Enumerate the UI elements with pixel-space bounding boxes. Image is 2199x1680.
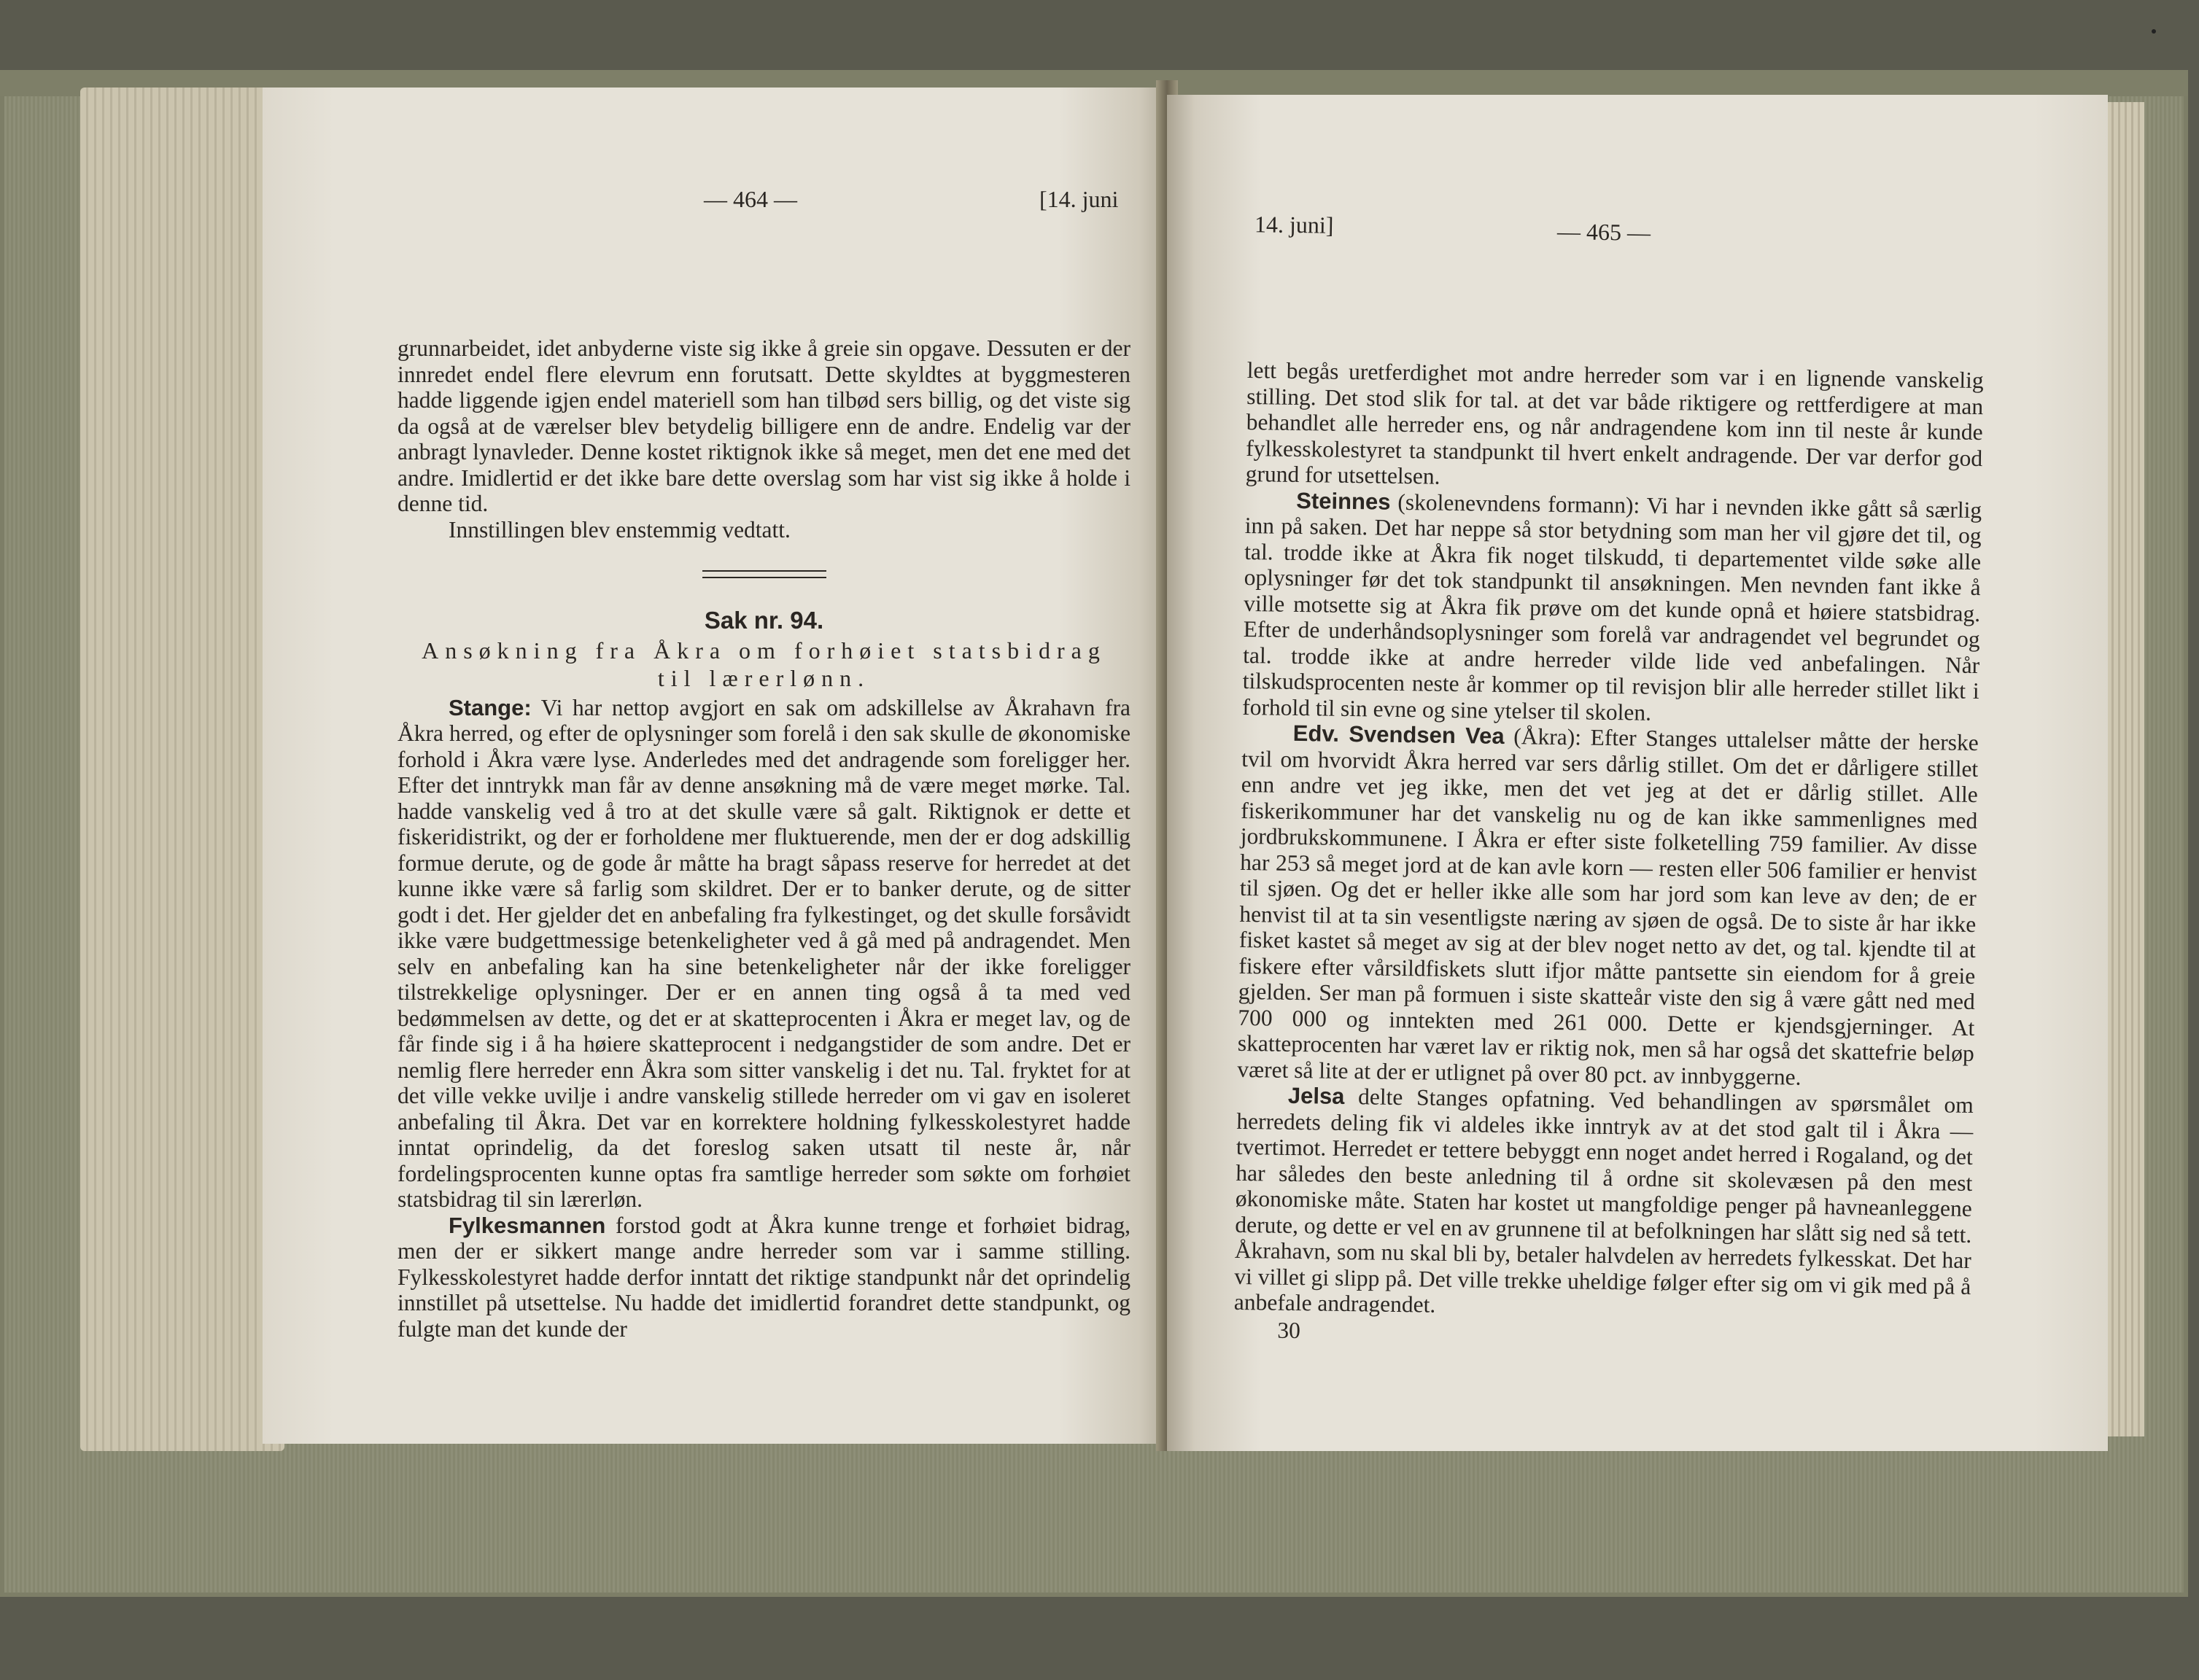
right-page-text: [1233, 357, 1984, 1353]
left-page: [263, 88, 1167, 1444]
left-page-text: [397, 335, 1130, 1342]
right-page: [1167, 95, 2108, 1451]
paragraph: grunnarbeidet, idet anbyderne viste sig ikke å greie sin opgave. Dessuten er der innredet endel flere elevrum enn forutsatt. Dette skyldtes at byggmesteren hadde liggende igjen endel materiell som han tilbød sers billig, og det viste sig da også at de værelser blev betydelig billigere enn de andre. Endelig var der anbragt lynavleder. Denne kostet riktignok ikke så meget, men det ene med det andre. Imidlertid er det ikke bare dette overslag som har vist sig ikke å holde i denne tid.: [397, 335, 1130, 516]
paragraph: Innstillingen blev enstemmig vedtatt.: [449, 516, 791, 542]
right-page-number: — 465 —: [1556, 218, 1651, 246]
left-page-date: [14. juni: [1039, 186, 1119, 212]
speech-steinnes: [1242, 486, 1982, 730]
speaker-name: Steinnes: [1296, 487, 1391, 515]
right-page-date: 14. juni]: [1254, 211, 1334, 238]
page-edges-left: [80, 88, 284, 1451]
speaker-name: Jelsa: [1287, 1082, 1345, 1109]
sak-title: Sak nr. 94.: [704, 607, 824, 634]
section-divider: [702, 570, 826, 578]
sak-subtitle-line-1: Ansøkning fra Åkra om forhøiet statsbidrag: [422, 637, 1106, 664]
speaker-name: Edv. Svendsen Vea: [1292, 720, 1505, 749]
scan-speck: [2152, 29, 2156, 34]
paragraph: lett begås uretferdighet mot andre herreder som var i en lignende vanskelig stilling. Det stod slik for tal. at det var både riktigere og rettferdigere at man behandlet alle herreder ens, og når andragendene kom inn til neste år kunde fylkesskolestyret ta standpunkt til hvert enkelt andragende. Der var derfor god grund for utsettelsen.: [1245, 357, 1984, 489]
speech-text: (skolenevndens formann): Vi har i nevnden ikke gått så særlig inn på saken. Det har neppe så stor betydning som man her vil gjøre det til, og tal. trodde ikke at Åkra fik noget tilskudd, ti departementet vilde søke alle oplysninger før det tok standpunkt til ansøkningen. Men nevnden fant ikke å ville motsette sig at Åkra fik prøve om det kunde opnå et høiere statsbidrag. Efter de underhåndsoplysninger som forelå var andragendet vel begrundet og tal. trodde ikke at andre herreder vilde lide ved anbefalingen. Når tilskudsprocenten neste år kommer op til revisjon blir alle herreder stillet likt i forhold til sin evne og sine ytelser til skolen.: [1242, 489, 1982, 726]
speaker-name: Stange:: [449, 694, 532, 720]
speech-jelsa: [1234, 1082, 1974, 1326]
signature-mark: 30: [1277, 1317, 1301, 1343]
left-page-number: — 464 —: [704, 186, 797, 212]
speech-text: delte Stanges opfatning. Ved behandlingen av spørsmålet om herredets deling fik vi aldeles ikke inntryk av at det stod galt til i Åkra — tvertimot. Herredet er tettere bebyggt enn noget andet herred i Rogaland, og det har således den beste anledning til å ordne sit skolevæsen på den mest økonomiske måte. Staten har kostet ut mangfoldige penger på havneanleggene derute, og dette er vel en av grunnene til at befolkningen har slått sig ned så tett. Åkrahavn, som nu skal bli by, betaler halvdelen av herredets fylkesskat. Det har vi villet gi slipp på. Det ville trekke uheldige følger efter sig om vi gik med på å anbefale andragendet.: [1233, 1083, 1974, 1318]
speech-text: Vi har nettop avgjort en sak om adskillelse av Åkrahavn fra Åkra herred, og efter de oplysninger som forelå i den sak skulle de økonomiske forhold i Åkra være lyse. Anderledes med det andragende som foreligger her. Efter det inntrykk man får av denne ansøkning må de være meget mørke. Tal. hadde vanskelig ved å tro at det skulle være så galt. Riktignok er dette et fiskeridistrikt, og der er forholdene mer fluktuerende, men der er dog adskillig formue derute, og de gode år måtte ha bragt såpass reserve for herredet at det kunne ikke være så farlig som skildret. Der er to banker derute, og de sitter godt i det. Her gjelder det en anbefaling fra fylkestinget, og det skulle forsåvidt ikke være budgettmessige betenkeligheter ved å gå med på andragendet. Men selv en anbefaling kan ha sine betenkeligheter når der ikke foreligger tilstrekkelige oplysninger. Der er en annen ting også å ta med ved bedømmelsen av dette, og det er at skatteprocenten i Åkra er meget lav, og de får finde sig i å ha høiere skatteprocent i nedgangstider de som andre. Det er nemlig flere herreder enn Åkra som sitter vanskelig i det nu. Tal. fryktet for at det ville vekke uvilje i andre vanskelig stillede herreder om vi gav en isoleret anbefaling til Åkra. Det var en korrektere holdning fylkesskolestyret hadde inntat oprindelig, da det foreslog saken utsatt til neste år, når fordelingsprocenten kunne optas fra samtlige herreder som søkte om forhøiet statsbidrag til sin lærerløn.: [397, 694, 1130, 1212]
speaker-name: Fylkesmannen: [449, 1212, 606, 1238]
sak-subtitle-line-2: til lærerlønn.: [657, 664, 871, 691]
speech-fylkesmannen: [397, 1213, 1130, 1342]
speech-text: forstod godt at Åkra kunne trenge et forhøiet bidrag, men der er sikkert mange andre herreder som var i samme stilling. Fylkesskolestyret hadde derfor inntatt det riktige standpunkt når det oprindelig innstillet på utsettelse. Nu hadde det imidlertid forandret dette standpunkt, og fulgte man det kunde der: [397, 1212, 1130, 1342]
speech-text: (Åkra): Efter Stanges uttalelser måtte der herske tvil om hvorvidt Åkra herred var sers dårlig stillet. Om det er dårligere stillet enn andre vet jeg ikke, men det vet jeg at det er dårlig stillet. Alle fiskerikommuner har det vanskelig nu og de kan ikke sammenlignes med jordbrukskommunene. I Åkra er efter siste folketelling 759 familier. Av disse har 253 så meget jord at de kan avle korn — resten eller 506 familier er henvist til sjøen. Og det er heller ikke alle som har jord som kan leve av den; de er henvist til at ta sin vesentligste næring av sjøen de også. De to siste år har ikke fisket kastet så meget av sig at der blev noget netto av det, og tal. kjendte til at fiskere efter vårsildfiskets slutt ifjor måtte pantsette sin eiendom for å greie gjelden. Ser man på formuen i siste skatteår viste den sig å være gått ned med 700 000 og inntekten med 261 000. Dette er kjendsgjerninger. At skatteprocenten har været lav er riktig nok, men så har også det skattefrie beløp været så lite at der er utlignet på over 80 pct. av innbyggerne.: [1237, 723, 1979, 1090]
speech-stange: [397, 695, 1130, 1213]
speech-svendsen-vea: [1237, 720, 1979, 1092]
